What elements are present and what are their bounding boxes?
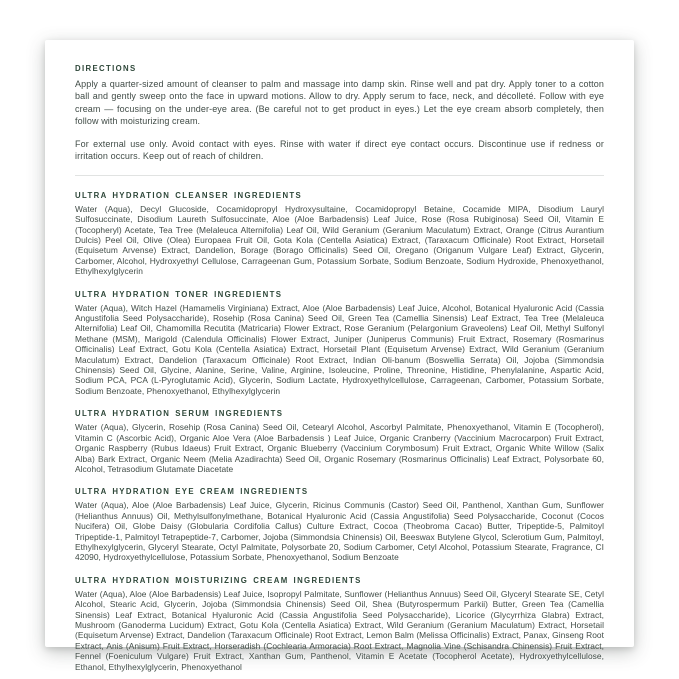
eye-cream-ingredients-heading: ULTRA HYDRATION EYE CREAM INGREDIENTS [75,487,309,497]
toner-ingredients-section [75,290,604,397]
section-divider [75,175,604,176]
toner-ingredients-text: Water (Aqua), Witch Hazel (Hamamelis Virginiana) Extract, Aloe (Aloe Barbadensis) Leaf Juice, Alcohol, Botanical Hyaluronic Acid (Cassia Angustifolia Seed Polysaccharide), Rosehip (Rosa Canina) Seed Oil, Green Tea (Camellia Sinensis) Leaf Extract, Tea Tree (Melaleuca Alternifolia) Leaf Oil, Chamomilla Recutita (Matricaria) Flower Extract, Rose Geranium (Pelargonium Graveolens) Leaf Oil, Methyl Sulfonyl Methane (MSM), Marigold (Calendula Officinalis) Flower Extract, Juniper (Juniperus Communis) Fruit Extract, Rosemary (Rosmarinus Officinalis) Leaf Extract, Gotu Kola (Centella Asiatica) Extract, Horsetail Plant (Equisetum Arvense) Extract, Wild Geranium (Geranium Maculatum) Extract, Dandelion (Taraxacum Officinale) Root Extract, Indian Oli-banum (Boswellia Serrata) Oil, Jojoba (Simmondsia Chinensis) Seed Oil, Glycine, Alanine, Serine, Valine, Arginine, Isoleucine, Proline, Threonine, Histidine, Phenylalanine, Aspartic Acid, Sodium PCA, PCA (L-Pyroglutamic Acid), Glycerin, Sodium Lactate, Hydroxyethylcellulose, Carrageenan, Carbomer, Potassium Sorbate, Sodium Benzoate, Phenoxyethanol, Ethylhexylglycerin [75,302,604,396]
product-info-card [45,40,634,672]
eye-cream-ingredients-section [75,487,604,562]
cleanser-ingredients-heading: ULTRA HYDRATION CLEANSER INGREDIENTS [75,190,303,200]
directions-section [75,64,604,163]
moisturizing-cream-ingredients-text: Water (Aqua), Aloe (Aloe Barbadensis) Leaf Juice, Isopropyl Palmitate, Sunflower (Helianthus Annuus) Seed Oil, Glyceryl Stearate SE, Cetyl Alcohol, Stearic Acid, Glycerin, Jojoba (Simmondsia Chinensis) Seed Oil, Shea (Butyrospermum Parkii) Butter, Green Tea (Camellia Sinensis) Leaf Extract, Botanical Hyaluronic Acid (Cassia Angustifolia Seed Polysaccharide), Licorice (Glycyrrhiza Glabra) Extract, Mushroom (Ganoderma Lucidum) Extract, Gotu Kola (Centella Asiatica) Extract, Wild Geranium (Geranium Maculatum) Extract, Horsetail (Equisetum Arvense) Extract, Dandelion (Taraxacum Officinale) Root Extract, Lemon Balm (Melissa Officinalis) Extract, Panax, Ginseng Root Extract, Anis (Anisum) Fruit Extract, Horseradish (Cochlearia Armoracia) Root Extract, Magnolia Vine (Schisandra Chinensis) Fruit Extract, Fennel (Foeniculum Vulgare) Fruit Extract, Xanthan Gum, Panthenol, Vitamin E Acetate (Tocopherol Acetate), Hydroxyethylcellulose, Ethanol, Ethylhexylglycerin, Phenoxyethanol [75,588,604,672]
directions-warning-paragraph: For external use only. Avoid contact with eyes. Rinse with water if direct eye contact occurs. Discontinue use if redness or irritation occurs. Keep out of reach of children. [75,139,604,162]
serum-ingredients-text: Water (Aqua), Glycerin, Rosehip (Rosa Canina) Seed Oil, Cetearyl Alcohol, Ascorbyl Palmitate, Phenoxyethanol, Vitamin E (Tocopherol), Vitamin C (Ascorbic Acid), Organic Aloe Vera (Aloe Barbadensis ) Leaf Juice, Organic Cranberry (Vaccinium Macrocarpon) Fruit Extract, Organic Raspberry (Rubus Idaeus) Fruit Extract, Organic Blueberry (Vaccinium Corymbosum) Fruit Extract, Organic White Willow (Salix Alba) Bark Extract, Organic Neem (Melia Azadirachta) Seed Oil, Organic Rosemary (Rosmarinus Officinalis) Leaf Extract, Polysorbate 60, Alcohol, Tetrasodium Glutamate Diacetate [75,422,604,474]
toner-ingredients-heading: ULTRA HYDRATION TONER INGREDIENTS [75,289,283,299]
cleanser-ingredients-text: Water (Aqua), Decyl Glucoside, Cocamidopropyl Hydroxysultaine, Cocamidopropyl Betaine, Cocamide MIPA, Disodium Lauryl Sulfosuccinate, Disodium Laureth Sulfosuccinate, Aloe (Aloe Barbadensis) Leaf Juice, Rose (Rosa Rubiginosa) Seed Oil, Vitamin E (Tocopheryl) Acetate, Tea Tree (Melaleuca Alternifolia) Leaf Oil, Wild Geranium (Geranium Maculatum) Extract, Orange (Citrus Aurantium Dulcis) Peel Oil, Olive (Olea) Europaea Fruit Oil, Gota Kola (Centella Asiatica) Extract, (Taraxacum Officinale) Root Extract, Horsetail (Equisetum Arvense) Extract, Dandelion, Borage (Borago Officinalis) Seed Oil, Oregano (Origanum Vulgare Leaf) Extract, Glycerin, Carbomer, Alcohol, Hydroxyethyl Cellulose, Carrageenan Gum, Potassium Sorbate, Sodium Benzoate, Sodium Hydroxide, Phenoxyethanol, Ethylhexylglycerin [75,203,604,277]
cleanser-ingredients-section [75,191,604,277]
moisturizing-cream-ingredients-heading: ULTRA HYDRATION MOISTURIZING CREAM INGREDIENTS [75,575,362,585]
serum-ingredients-heading: ULTRA HYDRATION SERUM INGREDIENTS [75,409,284,419]
directions-heading: DIRECTIONS [75,64,137,73]
serum-ingredients-section [75,409,604,474]
moisturizing-cream-ingredients-section [75,576,604,672]
eye-cream-ingredients-text: Water (Aqua), Aloe (Aloe Barbadensis) Leaf Juice, Glycerin, Ricinus Communis (Castor) Seed Oil, Panthenol, Xanthan Gum, Sunflower (Helianthus Annuus) Oil, Methylsulfonylmethane, Botanical Hyaluronic Acid (Cassia Angustifolia) Seed Polysaccharide, Coconut (Cocos Nucifera) Oil, Globe Daisy (Globularia Cordifolia Callus) Culture Extract, Cocoa (Theobroma Cacao) Butter, Tripeptide-5, Palmitoyl Tripeptide-1, Palmitoyl Tetrapeptide-7, Carbomer, Jojoba (Simmondsia Chinensis) Oil, Beeswax Butylene Glycol, Sclerotium Gum, Palmitoyl, Ethylhexylglycerin, Glyceryl Stearate, Octyl Palmitate, Polysorbate 20, Sodium Carbomer, Cetyl Alcohol, Potassium Stearate, Fragrance, CI 42090, Hydroxyethylcellulose, Potassium Sorbate, Phenoxyethanol, Sodium Benzoate [75,500,604,563]
directions-usage-paragraph: Apply a quarter-sized amount of cleanser to palm and massage into damp skin. Rinse well and pat dry. Apply toner to a cotton ball and gently sweep onto the face in upward motions. Allow to dry. Apply serum to face, neck, and décolleté. Follow with eye cream — focusing on the under-eye area. (Be careful not to get product in eyes.) Let the eye cream absorb completely, then follow with moisturizing cream. [75,79,604,126]
